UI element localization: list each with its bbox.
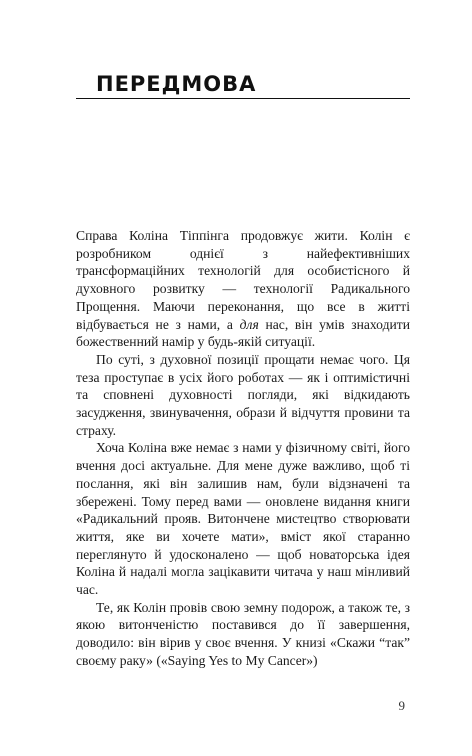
chapter-heading xyxy=(76,70,410,99)
paragraph-1 xyxy=(76,227,410,351)
page-number: 9 xyxy=(398,698,405,713)
paragraph-4: Те, як Колін провів свою земну подорож, а також те, з якою витонченістю поставився до її завершення, доводило: він вірив у своє вчення. У книзі «Скажи “так” своєму раку» («Saying Yes to My Cancer») xyxy=(76,599,410,668)
heading-underline xyxy=(76,98,410,99)
paragraph-1-text-after: нас, він умів знаходити божественний намір у будь-якій ситуації. xyxy=(76,316,410,350)
paragraph-3: Хоча Коліна вже немає з нами у фізичному світі, його вчення досі актуальне. Для мене дуже важливо, щоб ті послання, які він залишив нам, були відзначені та збережені. Тому перед вами — оновлене видання книги «Радикальний прояв. Витончене мистецтво створювати життя, яке ви хочете мати», вміст якої старанно переглянуто й удосконалено — щоб новаторська ідея Коліна й надалі могла зацікавити читача у наш мінливий час. xyxy=(76,440,410,598)
chapter-title: ПЕРЕДМОВА xyxy=(96,72,257,96)
paragraph-1-text: Справа Коліна Тіппінга продовжує жити. Колін є розробником однієї з найефективніших трансформаційних технологій для особистісного й духовного розвитку — технології Радикального Прощення. Маючи переконання, що все в житті відбувається не з нами, а xyxy=(76,228,410,332)
body-text xyxy=(76,227,410,670)
paragraph-1-emphasis: для xyxy=(239,316,259,332)
paragraph-2: По суті, з духовної позиції прощати немає чого. Ця теза проступає в усіх його роботах — як і оптимістичні та сповнені духовності погляди, які відкидають засудження, звинувачення, образи й відчуття провини та страху. xyxy=(76,351,410,438)
